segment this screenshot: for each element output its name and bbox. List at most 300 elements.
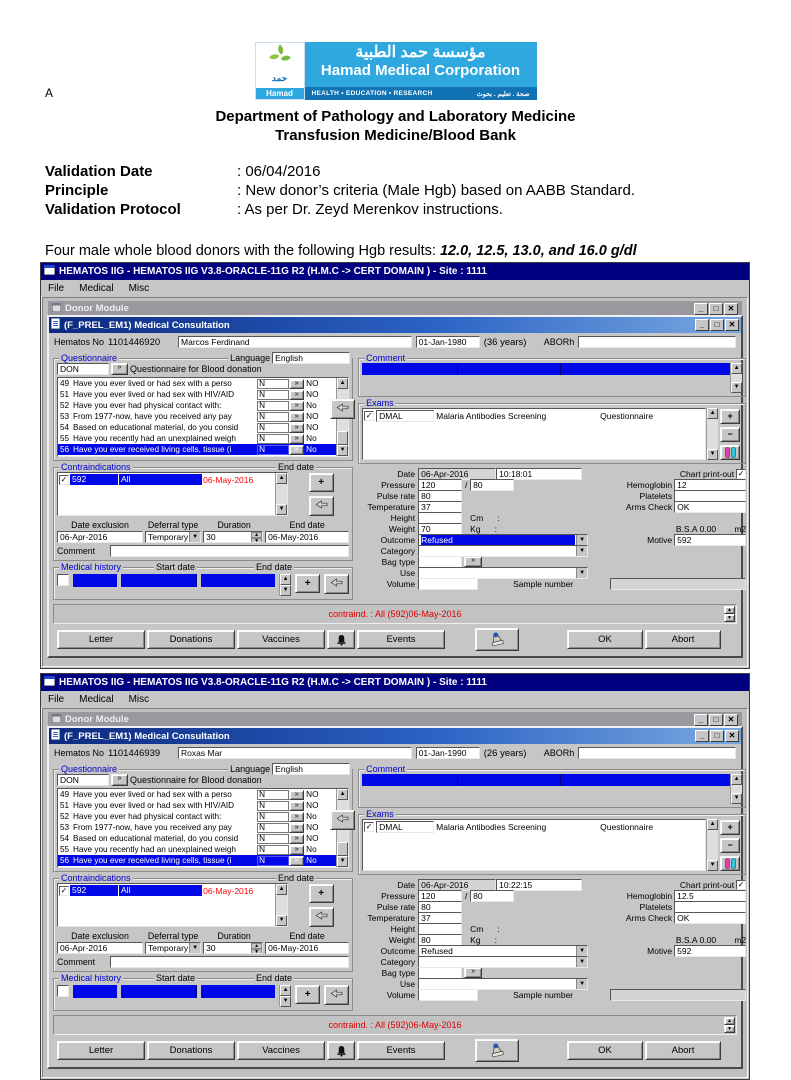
add-exam-button[interactable]: +: [720, 409, 740, 424]
exams-group: [358, 809, 746, 875]
donations-button[interactable]: Donations: [147, 630, 235, 649]
scroll-thumb[interactable]: [337, 431, 348, 445]
platelets-label: Platelets: [639, 490, 673, 501]
ok-button[interactable]: OK: [567, 630, 643, 649]
questionnaire-row[interactable]: [58, 433, 336, 444]
questionnaire-lookup-button[interactable]: »: [111, 774, 128, 786]
contraindication-checkbox[interactable]: ✓: [60, 474, 68, 484]
add-contraindication-button[interactable]: +: [309, 473, 334, 492]
scroll-track[interactable]: [731, 374, 742, 382]
comment-group-label: Comment: [366, 764, 406, 774]
menu-medical[interactable]: Medical: [79, 282, 114, 294]
questionnaire-row[interactable]: [58, 811, 336, 822]
answer-text: No: [306, 812, 317, 821]
answer-lookup-button[interactable]: »: [289, 790, 304, 800]
scroll-track[interactable]: [276, 895, 287, 915]
donations-button[interactable]: Donations: [147, 1041, 235, 1060]
cm-label: Cm: [470, 923, 484, 934]
app-title-text: HEMATOS IIG - HEMATOS IIG V3.8-ORACLE-11G R2 (H.M.C -> CERT DOMAIN ) - Site : 1111: [59, 677, 487, 688]
question-text: Have you ever received living cells, tissue (i: [73, 445, 232, 454]
questionnaire-row[interactable]: [58, 422, 336, 433]
consultation-titlebar[interactable]: [49, 317, 741, 333]
age-value: (36 years): [483, 336, 527, 348]
app-titlebar[interactable]: [41, 263, 749, 280]
arms-check-field[interactable]: OK: [674, 912, 746, 924]
read-question-button[interactable]: [330, 810, 355, 830]
exam-code-field[interactable]: DMAL: [376, 410, 434, 422]
duration-stepper[interactable]: [203, 531, 263, 543]
answer-code-field[interactable]: N: [257, 845, 289, 855]
chevron-down-icon[interactable]: ▼: [576, 535, 587, 545]
chevron-down-icon[interactable]: ▼: [576, 979, 587, 989]
pulse-rate-field[interactable]: 80: [418, 490, 462, 502]
questionnaire-row[interactable]: [58, 411, 336, 422]
exams-scrollbar[interactable]: [706, 819, 718, 871]
chevron-down-icon[interactable]: ▼: [576, 946, 587, 956]
close-icon[interactable]: ✕: [724, 714, 738, 726]
medical-history-code[interactable]: [73, 985, 117, 998]
answer-text: NO: [306, 834, 319, 843]
hematos-no-value: 1101446939: [108, 747, 161, 759]
intro-text: Four male whole blood donors with the following Hgb results:: [45, 243, 440, 259]
volume-field[interactable]: [418, 989, 478, 1001]
consultation-titlebar[interactable]: [49, 728, 741, 744]
pulse-rate-field[interactable]: 80: [418, 901, 462, 913]
scroll-up-icon[interactable]: ▲: [707, 819, 718, 830]
answer-code-field[interactable]: N: [257, 379, 289, 389]
scroll-down-icon[interactable]: ▼: [707, 449, 718, 460]
menu-file[interactable]: File: [48, 693, 65, 705]
close-icon[interactable]: ✕: [724, 303, 738, 315]
exam-code-field[interactable]: DMAL: [376, 821, 434, 833]
menu-bar: [41, 691, 749, 707]
answer-code-field[interactable]: N: [257, 423, 289, 433]
date-exclusion-field[interactable]: 06-Apr-2016: [57, 942, 143, 954]
questionnaire-row[interactable]: [58, 822, 336, 833]
exam-date-field[interactable]: 06-Apr-2016: [418, 879, 496, 891]
bell-icon[interactable]: [327, 1041, 355, 1060]
scroll-down-icon[interactable]: ▼: [337, 856, 348, 867]
add-medical-history-button[interactable]: +: [295, 985, 320, 1004]
scroll-up-icon[interactable]: ▲: [280, 574, 291, 585]
questionnaire-code-field[interactable]: DON: [57, 774, 109, 786]
exclusion-end-date-field[interactable]: 06-May-2016: [265, 531, 349, 543]
menu-misc[interactable]: Misc: [128, 693, 150, 705]
scroll-down-icon[interactable]: ▼: [276, 504, 287, 515]
deferral-type-select[interactable]: [145, 942, 201, 954]
answer-lookup-button[interactable]: »: [289, 412, 304, 422]
stamp-icon[interactable]: [475, 628, 519, 651]
questionnaire-group: [53, 353, 353, 461]
question-text: Have you recently had an unexplained weigh: [73, 845, 236, 854]
contraindication-code: 592: [70, 474, 118, 485]
hematos-no-value: 1101446920: [108, 336, 161, 348]
questionnaire-code-field[interactable]: DON: [57, 363, 109, 375]
colon: :: [494, 523, 497, 534]
comment-scrollbar[interactable]: [730, 774, 742, 804]
scroll-track[interactable]: [731, 785, 742, 793]
donor-module-titlebar[interactable]: [48, 301, 742, 316]
minimize-icon[interactable]: _: [694, 303, 708, 315]
scroll-down-icon[interactable]: ▼: [724, 1025, 735, 1033]
comment-group-label: Comment: [366, 353, 406, 363]
colon: :: [497, 923, 500, 934]
chart-print-out-checkbox[interactable]: ✓: [737, 468, 745, 478]
sample-number-field[interactable]: [610, 578, 746, 590]
scroll-down-icon[interactable]: ▼: [280, 585, 291, 596]
contraindication-row[interactable]: [58, 473, 275, 486]
spin-up-icon[interactable]: ▲: [251, 532, 262, 538]
comment-cell: [561, 363, 730, 375]
scroll-up-icon[interactable]: ▲: [724, 1017, 735, 1025]
outcome-label: Outcome: [380, 534, 416, 545]
stamp-icon[interactable]: [475, 1039, 519, 1062]
category-select[interactable]: [418, 956, 588, 968]
exam-row[interactable]: [363, 409, 705, 421]
question-text: Have you ever lived or had sex with a perso: [73, 379, 232, 388]
questionnaire-row[interactable]: [58, 378, 336, 389]
scroll-track[interactable]: [707, 419, 718, 449]
category-value: [421, 546, 575, 556]
hmc-mark-english: Hamad: [256, 88, 304, 99]
exam-time-field[interactable]: 10:18:01: [496, 468, 582, 480]
date-label: Date: [397, 468, 416, 479]
sample-tubes-icon[interactable]: [720, 445, 740, 460]
question-number: 55: [60, 845, 70, 854]
contraindication-row[interactable]: [58, 884, 275, 897]
pressure-diastolic-field[interactable]: 80: [470, 479, 514, 491]
exam-row[interactable]: [363, 820, 705, 832]
weight-field[interactable]: 70: [418, 523, 462, 535]
donor-module-title: Donor Module: [65, 303, 129, 314]
answer-code-field[interactable]: N: [257, 834, 289, 844]
hgb-results-values: 12.0, 12.5, 13.0, and 16.0 g/dl: [439, 243, 637, 259]
chevron-down-icon[interactable]: ▼: [576, 568, 587, 578]
menu-medical[interactable]: Medical: [79, 693, 114, 705]
question-number: 49: [60, 379, 70, 388]
exam-date-field[interactable]: 06-Apr-2016: [418, 468, 496, 480]
answer-lookup-button[interactable]: »: [289, 401, 304, 411]
questionnaire-row[interactable]: [58, 855, 336, 866]
contraindication-code: 592: [70, 885, 118, 896]
end-date-label: End date: [256, 562, 293, 572]
letter-button[interactable]: Letter: [57, 1041, 145, 1060]
end-date-label: End date: [278, 462, 315, 472]
answer-text: No: [306, 434, 317, 443]
abort-button[interactable]: Abort: [645, 630, 721, 649]
medical-consultation-window: [47, 726, 747, 1069]
answer-code-field[interactable]: N: [257, 390, 289, 400]
question-text: Have you ever lived or had sex with HIV/AID: [73, 801, 235, 810]
language-field[interactable]: English: [272, 763, 350, 775]
contraindications-scrollbar[interactable]: [275, 473, 287, 515]
chevron-down-icon[interactable]: ▼: [189, 943, 200, 953]
answer-lookup-button[interactable]: »: [289, 812, 304, 822]
medical-history-end-date[interactable]: [201, 985, 276, 998]
contraindications-scrollbar[interactable]: [275, 884, 287, 926]
medical-history-end-date[interactable]: [201, 574, 276, 587]
read-question-button[interactable]: [330, 399, 355, 419]
aborh-field[interactable]: [578, 336, 736, 348]
use-select[interactable]: [418, 567, 588, 579]
scroll-down-icon[interactable]: ▼: [731, 793, 742, 804]
answer-lookup-button[interactable]: »: [289, 834, 304, 844]
motive-field[interactable]: 592: [674, 534, 746, 546]
hemoglobin-label: Hemoglobin: [626, 479, 673, 490]
contraindication-comment-button[interactable]: [309, 907, 334, 927]
answer-lookup-button[interactable]: »: [289, 434, 304, 444]
questionnaire-lookup-button[interactable]: »: [111, 363, 128, 375]
close-icon[interactable]: ✕: [725, 730, 739, 742]
comment-group: [358, 764, 746, 808]
questionnaire-row[interactable]: [58, 789, 336, 800]
questionnaire-group-label: Questionnaire: [61, 764, 118, 774]
maximize-icon[interactable]: □: [710, 730, 724, 742]
medical-history-group-label: Medical history: [61, 562, 122, 572]
duration-stepper[interactable]: [203, 942, 263, 954]
questionnaire-rows: [58, 378, 336, 456]
exams-listbox[interactable]: [362, 819, 706, 871]
chevron-down-icon[interactable]: ▼: [189, 532, 200, 542]
comment-strip[interactable]: [362, 774, 730, 786]
answer-code-field[interactable]: N: [257, 801, 289, 811]
sample-number-label: Sample number: [513, 578, 574, 589]
answer-code-field[interactable]: N: [257, 401, 289, 411]
answer-lookup-button[interactable]: »: [289, 801, 304, 811]
scroll-down-icon[interactable]: ▼: [337, 445, 348, 456]
answer-lookup-button[interactable]: »: [289, 445, 304, 455]
answer-code-field[interactable]: N: [257, 823, 289, 833]
answer-code-field[interactable]: N: [257, 790, 289, 800]
exams-scrollbar[interactable]: [706, 408, 718, 460]
scroll-thumb[interactable]: [337, 842, 348, 856]
letter-button[interactable]: Letter: [57, 630, 145, 649]
comment-cell: [561, 774, 730, 786]
scroll-up-icon[interactable]: ▲: [731, 363, 742, 374]
hmc-logo: [255, 42, 537, 100]
motive-field[interactable]: 592: [674, 945, 746, 957]
minimize-icon[interactable]: _: [695, 319, 709, 331]
platelets-label: Platelets: [639, 901, 673, 912]
answer-text: No: [306, 401, 317, 410]
menu-file[interactable]: File: [48, 282, 65, 294]
remove-exam-button[interactable]: −: [720, 838, 740, 853]
questionnaire-listbox[interactable]: [57, 377, 349, 457]
answer-lookup-button[interactable]: »: [289, 390, 304, 400]
answer-code-field[interactable]: N: [257, 434, 289, 444]
end-date-label: End date: [278, 873, 315, 883]
scroll-down-icon[interactable]: ▼: [731, 382, 742, 393]
exclusion-end-date-field[interactable]: 06-May-2016: [265, 942, 349, 954]
consultation-icon: [51, 318, 60, 332]
medical-history-checkbox[interactable]: [57, 985, 69, 997]
answer-lookup-button[interactable]: »: [289, 845, 304, 855]
add-medical-history-button[interactable]: +: [295, 574, 320, 593]
question-number: 52: [60, 812, 70, 821]
deferral-type-label: Deferral type: [147, 931, 199, 941]
spin-down-icon[interactable]: ▼: [251, 949, 262, 954]
category-select[interactable]: [418, 545, 588, 557]
donor-name-field[interactable]: Roxas Mar: [178, 747, 412, 759]
outcome-value: Refused: [421, 945, 453, 956]
birth-date-field[interactable]: 01-Jan-1990: [416, 747, 480, 759]
donor-module-titlebar[interactable]: [48, 712, 742, 727]
exclusion-comment-field[interactable]: [110, 545, 349, 557]
ok-button[interactable]: OK: [567, 1041, 643, 1060]
app-icon: [44, 265, 55, 278]
maximize-icon[interactable]: □: [709, 714, 723, 726]
medical-history-comment-button[interactable]: [324, 574, 349, 594]
end-date-label: End date: [289, 520, 325, 530]
date-exclusion-field[interactable]: 06-Apr-2016: [57, 531, 143, 543]
deferral-type-select[interactable]: [145, 531, 201, 543]
questionnaire-row[interactable]: [58, 400, 336, 411]
medical-history-start-date[interactable]: [121, 574, 197, 587]
contraindication-comment-button[interactable]: [309, 496, 334, 516]
intro-paragraph: [45, 243, 791, 259]
maximize-icon[interactable]: □: [710, 319, 724, 331]
hmc-leaf-icon: [267, 43, 293, 74]
arms-check-field[interactable]: OK: [674, 501, 746, 513]
answer-text: NO: [306, 823, 319, 832]
spin-up-icon[interactable]: ▲: [251, 943, 262, 949]
menu-misc[interactable]: Misc: [128, 282, 150, 294]
contraindications-group: [53, 873, 353, 972]
answer-lookup-button[interactable]: »: [289, 856, 304, 866]
weight-field[interactable]: 80: [418, 934, 462, 946]
scroll-down-icon[interactable]: ▼: [724, 614, 735, 622]
duration-value: 30: [206, 943, 216, 953]
exam-time-field[interactable]: 10:22:15: [496, 879, 582, 891]
contraindication-end-date: 06-May-2016: [203, 885, 254, 896]
close-icon[interactable]: ✕: [725, 319, 739, 331]
scroll-down-icon[interactable]: ▼: [280, 996, 291, 1007]
answer-code-field[interactable]: N: [257, 445, 289, 455]
question-text: Have you ever received living cells, tissue (i: [73, 856, 232, 865]
outcome-value: Refused: [421, 535, 575, 545]
use-select[interactable]: [418, 978, 588, 990]
scroll-up-icon[interactable]: ▲: [724, 606, 735, 614]
answer-lookup-button[interactable]: »: [289, 379, 304, 389]
app-titlebar[interactable]: [41, 674, 749, 691]
medical-history-group-label: Medical history: [61, 973, 122, 983]
questionnaire-rows: [58, 789, 336, 867]
pressure-diastolic-field[interactable]: 80: [470, 890, 514, 902]
medical-history-comment-button[interactable]: [324, 985, 349, 1005]
minimize-icon[interactable]: _: [694, 714, 708, 726]
sample-number-field[interactable]: [610, 989, 746, 1001]
remove-exam-button[interactable]: −: [720, 427, 740, 442]
hemoglobin-field[interactable]: 12: [674, 479, 746, 491]
spin-down-icon[interactable]: ▼: [251, 538, 262, 543]
vaccines-button[interactable]: Vaccines: [237, 630, 325, 649]
scroll-down-icon[interactable]: ▼: [276, 915, 287, 926]
medical-history-scrollbar[interactable]: [279, 985, 291, 1007]
medical-history-scrollbar[interactable]: [279, 574, 291, 596]
answer-code-field[interactable]: N: [257, 856, 289, 866]
language-field[interactable]: English: [272, 352, 350, 364]
medical-history-checkbox[interactable]: [57, 574, 69, 586]
scroll-up-icon[interactable]: ▲: [276, 884, 287, 895]
contraindications-listbox[interactable]: [57, 472, 288, 516]
scroll-up-icon[interactable]: ▲: [276, 473, 287, 484]
pressure-systolic-field[interactable]: 120: [418, 890, 462, 902]
vitals-panel: [358, 468, 746, 589]
scroll-up-icon[interactable]: ▲: [337, 378, 348, 389]
scroll-track[interactable]: [276, 484, 287, 504]
scroll-track[interactable]: [707, 830, 718, 860]
volume-field[interactable]: [418, 578, 478, 590]
answer-lookup-button[interactable]: »: [289, 423, 304, 433]
sample-tubes-icon[interactable]: [720, 856, 740, 871]
answer-text: NO: [306, 379, 319, 388]
birth-date-field[interactable]: 01-Jan-1980: [416, 336, 480, 348]
comment-scrollbar[interactable]: [730, 363, 742, 393]
add-contraindication-button[interactable]: +: [309, 884, 334, 903]
scroll-up-icon[interactable]: ▲: [707, 408, 718, 419]
comment-cell: [362, 774, 458, 786]
pressure-systolic-field[interactable]: 120: [418, 479, 462, 491]
medical-history-start-date[interactable]: [121, 985, 197, 998]
consultation-title-text: (F_PREL_EM1) Medical Consultation: [64, 730, 230, 742]
contraindications-listbox[interactable]: [57, 883, 288, 927]
questionnaire-row[interactable]: [58, 833, 336, 844]
exams-listbox[interactable]: [362, 408, 706, 460]
questionnaire-row[interactable]: [58, 444, 336, 455]
chart-print-out-checkbox[interactable]: ✓: [737, 879, 745, 889]
questionnaire-name-label: Questionnaire for Blood donation: [130, 364, 262, 374]
hemoglobin-field[interactable]: 12.5: [674, 890, 746, 902]
contraindication-checkbox[interactable]: ✓: [60, 885, 68, 895]
answer-code-field[interactable]: N: [257, 412, 289, 422]
m2-label: m2: [734, 523, 747, 534]
questionnaire-row[interactable]: [58, 844, 336, 855]
questionnaire-row[interactable]: [58, 800, 336, 811]
chevron-down-icon[interactable]: ▼: [576, 957, 587, 967]
scroll-up-icon[interactable]: ▲: [731, 774, 742, 785]
events-button[interactable]: Events: [357, 630, 445, 649]
vaccines-button[interactable]: Vaccines: [237, 1041, 325, 1060]
answer-code-field[interactable]: N: [257, 812, 289, 822]
question-number: 53: [60, 412, 70, 421]
scroll-up-icon[interactable]: ▲: [337, 789, 348, 800]
answer-lookup-button[interactable]: »: [289, 823, 304, 833]
bag-type-lookup-button[interactable]: »: [464, 556, 482, 567]
exclusion-comment-field[interactable]: [110, 956, 349, 968]
events-button[interactable]: Events: [357, 1041, 445, 1060]
minimize-icon[interactable]: _: [695, 730, 709, 742]
abort-button[interactable]: Abort: [645, 1041, 721, 1060]
donor-name-field[interactable]: Marcos Ferdinand: [178, 336, 412, 348]
maximize-icon[interactable]: □: [709, 303, 723, 315]
temperature-field[interactable]: 37: [418, 912, 462, 924]
questionnaire-row[interactable]: [58, 389, 336, 400]
exam-checkbox[interactable]: ✓: [365, 821, 373, 831]
chevron-down-icon[interactable]: ▼: [576, 546, 587, 556]
scroll-up-icon[interactable]: ▲: [280, 985, 291, 996]
aborh-field[interactable]: [578, 747, 736, 759]
bell-icon[interactable]: [327, 630, 355, 649]
temperature-field[interactable]: 37: [418, 501, 462, 513]
scroll-down-icon[interactable]: ▼: [707, 860, 718, 871]
add-exam-button[interactable]: +: [720, 820, 740, 835]
bag-type-lookup-button[interactable]: »: [464, 967, 482, 978]
exams-group-label: Exams: [366, 809, 394, 819]
exam-checkbox[interactable]: ✓: [365, 410, 373, 420]
comment-strip[interactable]: [362, 363, 730, 375]
questionnaire-listbox[interactable]: [57, 788, 349, 868]
medical-history-code[interactable]: [73, 574, 117, 587]
